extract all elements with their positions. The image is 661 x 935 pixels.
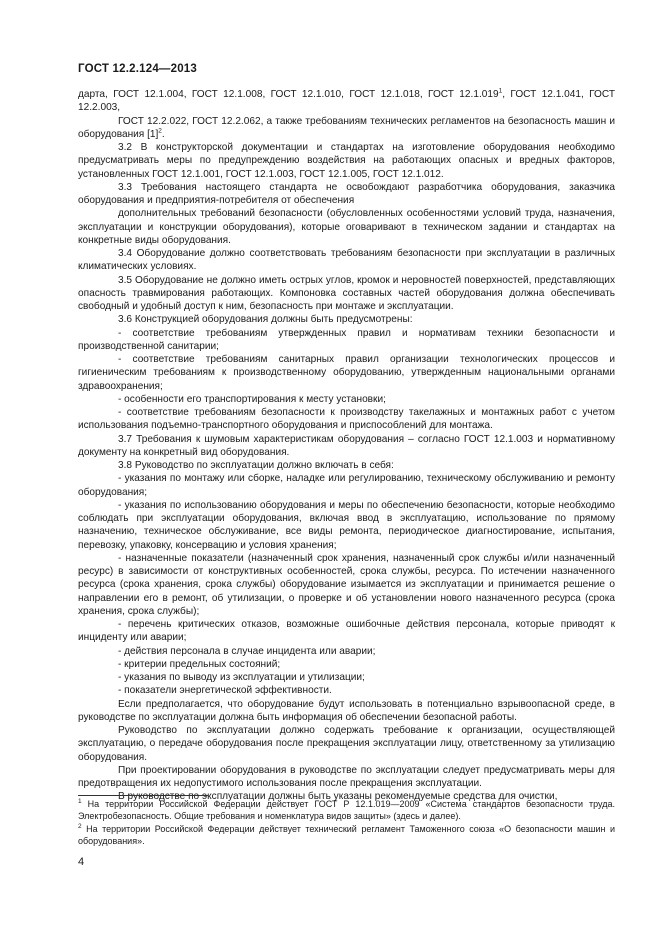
list-item: - перечень критических отказов, возможные ошибочные действия персонала, которые приводят к инциденту или аварии; [78, 619, 615, 644]
list-item: - показатели энергетической эффективности. [118, 685, 332, 697]
paragraph: В руководстве по эксплуатации должны быть указаны рекомендуемые средства для очистки, [118, 791, 558, 803]
paragraph: Если предполагается, что оборудование будут использовать в потенциально взрывоопасной среде, в руководстве по эксплуатации должна быть информация об обеспечении безопасной работы. [78, 698, 615, 723]
footnote-divider [78, 795, 208, 796]
footnote-ref-2[interactable]: 2 [158, 127, 162, 135]
list-item: - указания по выводу из эксплуатации и утилизации; [118, 672, 365, 683]
list-item: - действия персонала в случае инцидента или аварии; [118, 645, 376, 657]
list-item: - соответствие требованиям безопасности к производству такелажных и монтажных работ с учетом использования подъемно-транспортного оборудования и приспособлений для монтажа. [78, 407, 615, 432]
body-text [78, 88, 615, 804]
clause-3-4: 3.4 Оборудование должно соответствовать требованиям безопасности при эксплуатации в различных климатических условиях. [78, 248, 615, 273]
footnote-1: $^1$ На территории Российской Федерации действует ГОСТ Р 12.1.019—2009 «Система стандартов безопасности труда. Электробезопасность. Общие требования и номенклатура видов защиты» (здесь и далее). [78, 798, 615, 821]
list-item: - соответствие требованиям утвержденных правил и нормативам техники безопасности и производственной санитарии; [78, 327, 615, 352]
paragraph-continuation: дарта, ГОСТ 12.1.004, ГОСТ 12.1.008, ГОСТ 12.1.010, ГОСТ 12.1.018, ГОСТ 12.1.019$^1$, ГОСТ 12.1.041, ГОСТ 12.2.003, [78, 87, 615, 114]
list-item: - назначенные показатели (назначенный срок хранения, назначенный срок службы и/или назначенный ресурс) в зависимости от конструктивных особенностей, срока службы, ресурса. По истечении назначенного ресурса (срока хранения, срока службы) оборудование изымается из эксплуатации и принимается решение о направлении его в ремонт, об утилизации, о проверке и об установлении нового назначенного ресурса (срока хранения, срока службы); [78, 552, 615, 617]
list-item: - указания по монтажу или сборке, наладке или регулированию, техническому обслуживанию и ремонту оборудования; [78, 473, 615, 498]
clause-3-7: 3.7 Требования к шумовым характеристикам оборудования – согласно ГОСТ 12.1.003 и нормативному документу на конкретный вид оборудования. [78, 433, 615, 458]
footnote-mark-2: 2 [78, 823, 82, 831]
page-header: ГОСТ 12.2.124—2013 [78, 63, 197, 75]
footnote-2: $^2$ На территории Российской Федерации действует технический регламент Таможенного союза «О безопасности машин и оборудования». [78, 823, 615, 846]
clause-3-8: 3.8 Руководство по эксплуатации должно включать в себя: [118, 460, 394, 471]
paragraph: Руководство по эксплуатации должно содержать требование к организации, осуществляющей эксплуатацию, о передаче оборудования после прекращения эксплуатации лицу, ответственному за утилизацию оборудования. [78, 725, 615, 763]
footnote-ref-1[interactable]: 1 [498, 87, 503, 95]
clause-3-3-continued: дополнительных требований безопасности (обусловленных особенностями условий труда, назначения, эксплуатации и конструкции оборудования), которые оговаривают в техническом задании и стандартах на конкретные виды оборудования. [78, 208, 615, 246]
list-item: - особенности его транспортирования к месту установки; [118, 393, 386, 405]
clause-3-3: 3.3 Требования настоящего стандарта не освобождают разработчика оборудования, заказчика оборудования и предприятия-потребителя от обеспечения [78, 181, 615, 206]
footnotes [78, 799, 615, 849]
list-item: - критерии предельных состояний; [118, 658, 281, 670]
list-item: - соответствие требованиям санитарных правил организации технологических процессов и гигиеническим требованиям к производственному оборудованию, утвержденным национальными органами здравоохранения; [78, 354, 615, 392]
clause-3-2: 3.2 В конструкторской документации и стандартах на изготовление оборудования необходимо предусматривать меры по предупреждению воздействия на работающих опасных и вредных факторов, установленных ГОСТ 12.1.001, ГОСТ 12.1.003, ГОСТ 12.1.005, ГОСТ 12.1.012. [78, 142, 615, 180]
page-number: 4 [78, 856, 85, 868]
list-item: - указания по использованию оборудования и меры по обеспечению безопасности, которые необходимо соблюдать при эксплуатации оборудования, включая ввод в эксплуатацию, использование по прямому назначению, техническое обслуживание, все виды ремонта, периодическое диагностирование, испытания, перевозку, упаковку, консервацию и условия хранения; [78, 499, 615, 551]
clause-3-5: 3.5 Оборудование не должно иметь острых углов, кромок и неровностей поверхностей, представляющих опасность травмирования работающих. Компоновка составных частей оборудования должна обеспечивать свободный и удобный доступ к ним, безопасность при монтаже и эксплуатации. [78, 274, 615, 312]
paragraph: При проектировании оборудования в руководстве по эксплуатации следует предусматривать меры для предотвращения их недопустимого использования после прекращения эксплуатации. [78, 764, 615, 789]
paragraph-continuation-2: ГОСТ 12.2.022, ГОСТ 12.2.062, а также требованиям технических регламентов на безопасность машин и оборудования $[1]^2$. [78, 115, 615, 140]
clause-3-6: 3.6 Конструкцией оборудования должны быть предусмотрены: [118, 314, 413, 326]
footnote-mark-1: 1 [78, 798, 82, 805]
